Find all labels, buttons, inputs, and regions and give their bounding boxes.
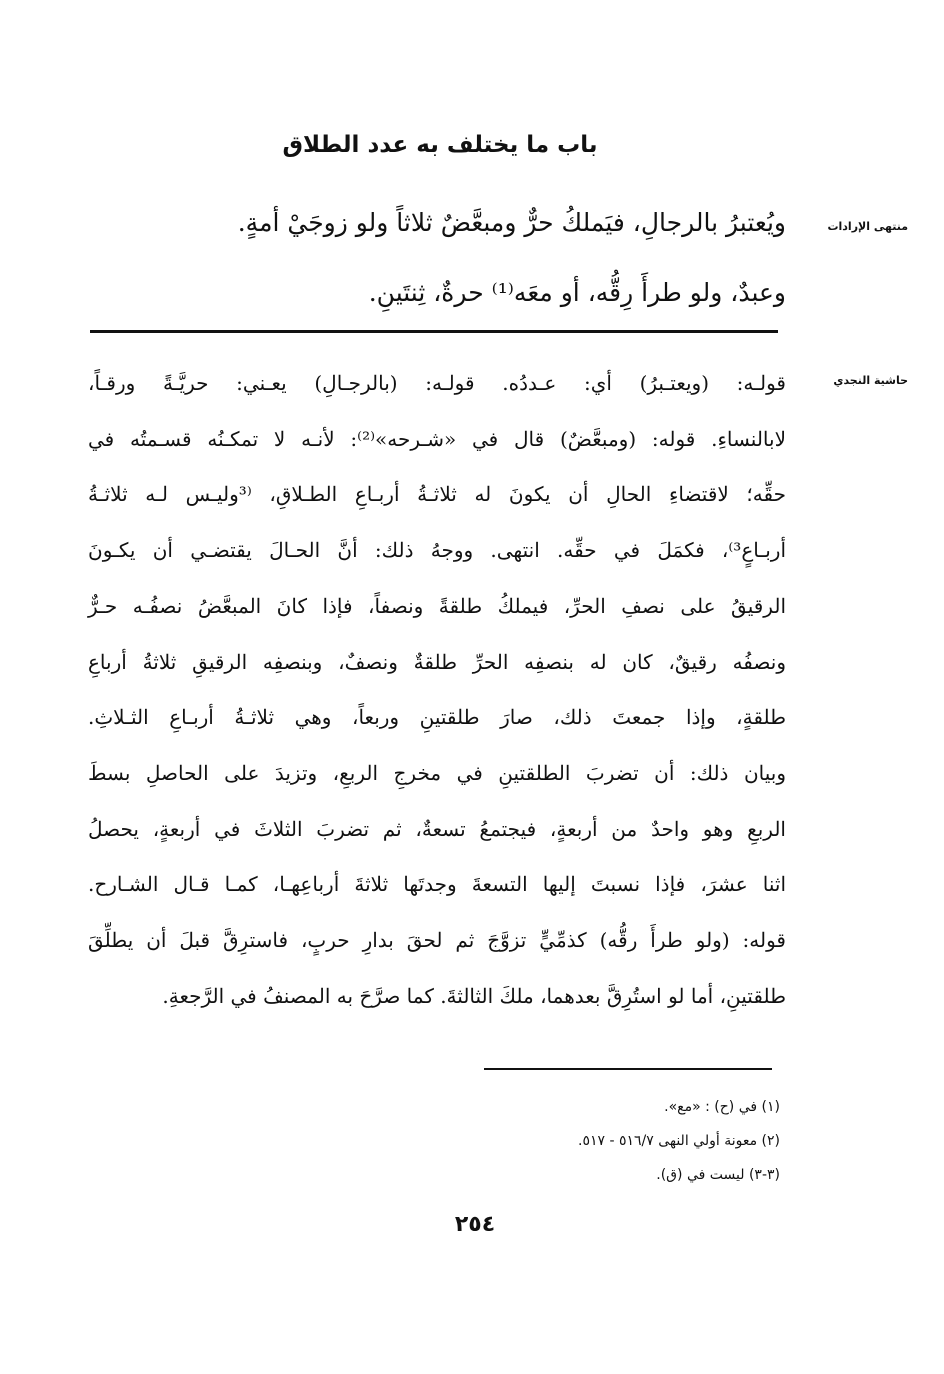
matn-line: وعبدٌ، ولو طرأَ رِقُّه، أو معَه⁽¹⁾ حرةٌ، ثِنتَينِ. (368, 278, 786, 307)
matn-text (86, 188, 786, 328)
footnotes (400, 1090, 780, 1192)
commentary-line: الربعِ وهو واحدٌ من أربعةٍ، فيجتمعُ تسعةٌ، ثم تضربَ الثلاثَ في أربعةٍ، يحصلُ (88, 816, 786, 841)
footnote: (٣-٣) ليست في (ق). (656, 1167, 780, 1183)
side-label-muntaha: منتهى الإرادات (827, 220, 908, 233)
commentary-line: حقِّه؛ لاقتضاءِ الحالِ أن يكونَ له ثلاثـةُ أربـاعِ الطـلاقِ، ⁽³وليـس لـه ثلاثـةُ (88, 482, 786, 507)
commentary-line: قوله: (ولو طرأَ رقُّه) كذمِّيٍّ تزوَّجَ ثم لحقَ بدارِ حربٍ، فاسترِقَّ قبلَ أن يطلِّقَ (88, 928, 786, 953)
footnote: (١) في (ح) : «مع». (664, 1099, 780, 1115)
side-label-hashiya: حاشية النجدي (833, 374, 908, 387)
page-number: ٢٥٤ (454, 1212, 496, 1237)
commentary-line: قولـه: (ويعتـبرُ) أي: عـددُه. قولـه: (بالرجـالِ) يعـني: حريَّـةً ورقـاً، (88, 371, 786, 395)
commentary-line: الرقيقُ على نصفِ الحرِّ، فيملكُ طلقةً ونصفاً، فإذا كانَ المبعَّضُ نصفُـه حـرٌّ (88, 593, 786, 618)
chapter-title: باب ما يختلف به عدد الطلاق (282, 132, 598, 158)
commentary-line: اثنا عشرَ، فإذا نسبتَ إليها التسعةَ وجدتَها ثلاثةَ أرباعِهـا، كمـا قـال الشـارح. (88, 872, 786, 897)
footnote-divider (484, 1068, 772, 1070)
commentary-line: لابالنساءِ. قوله: (ومبعَّضٌ) قال في «شـرحه»⁽²⁾: لأنـه لا تمكـنُه قسـمتُه في (88, 426, 786, 451)
commentary-line: وبيان ذلك: أن تضربَ الطلقتينِ في مخرجِ الربعِ، وتزيدَ على الحاصلِ بسطَ (88, 760, 786, 785)
commentary-text (88, 356, 786, 1024)
commentary-line: أربـاعٍ³⁾، فكمَلَ في حقِّه. انتهى. ووجهُ ذلك: أنَّ الحـالَ يقتضـي أن يكـونَ (88, 538, 786, 563)
section-divider (90, 330, 778, 333)
commentary-line: طلقتينِ، أما لو استُرِقَّ بعدهما، ملكَ الثالثةَ. كما صرَّحَ به المصنفُ في الرَّجعةِ. (162, 983, 786, 1008)
commentary-line: طلقةٍ، وإذا جمعتَ ذلك، صارَ طلقتينِ وربعاً، وهي ثلاثـةُ أربـاعِ الثـلاثِ. (88, 705, 786, 730)
matn-line: ويُعتبرُ بالرجالِ، فيَملكُ حرٌّ ومبعَّضٌ ثلاثاً ولو زوجَيْ أمةٍ. (237, 208, 786, 237)
commentary-line: ونصفُه رقيقٌ، كان له بنصفِه الحرِّ طلقةٌ ونصفٌ، وبنصفِه الرقيقِ ثلاثةُ أرباعِ (88, 649, 786, 674)
footnote: (٢) معونة أولي النهى ٥١٦/٧ - ٥١٧. (577, 1133, 780, 1149)
